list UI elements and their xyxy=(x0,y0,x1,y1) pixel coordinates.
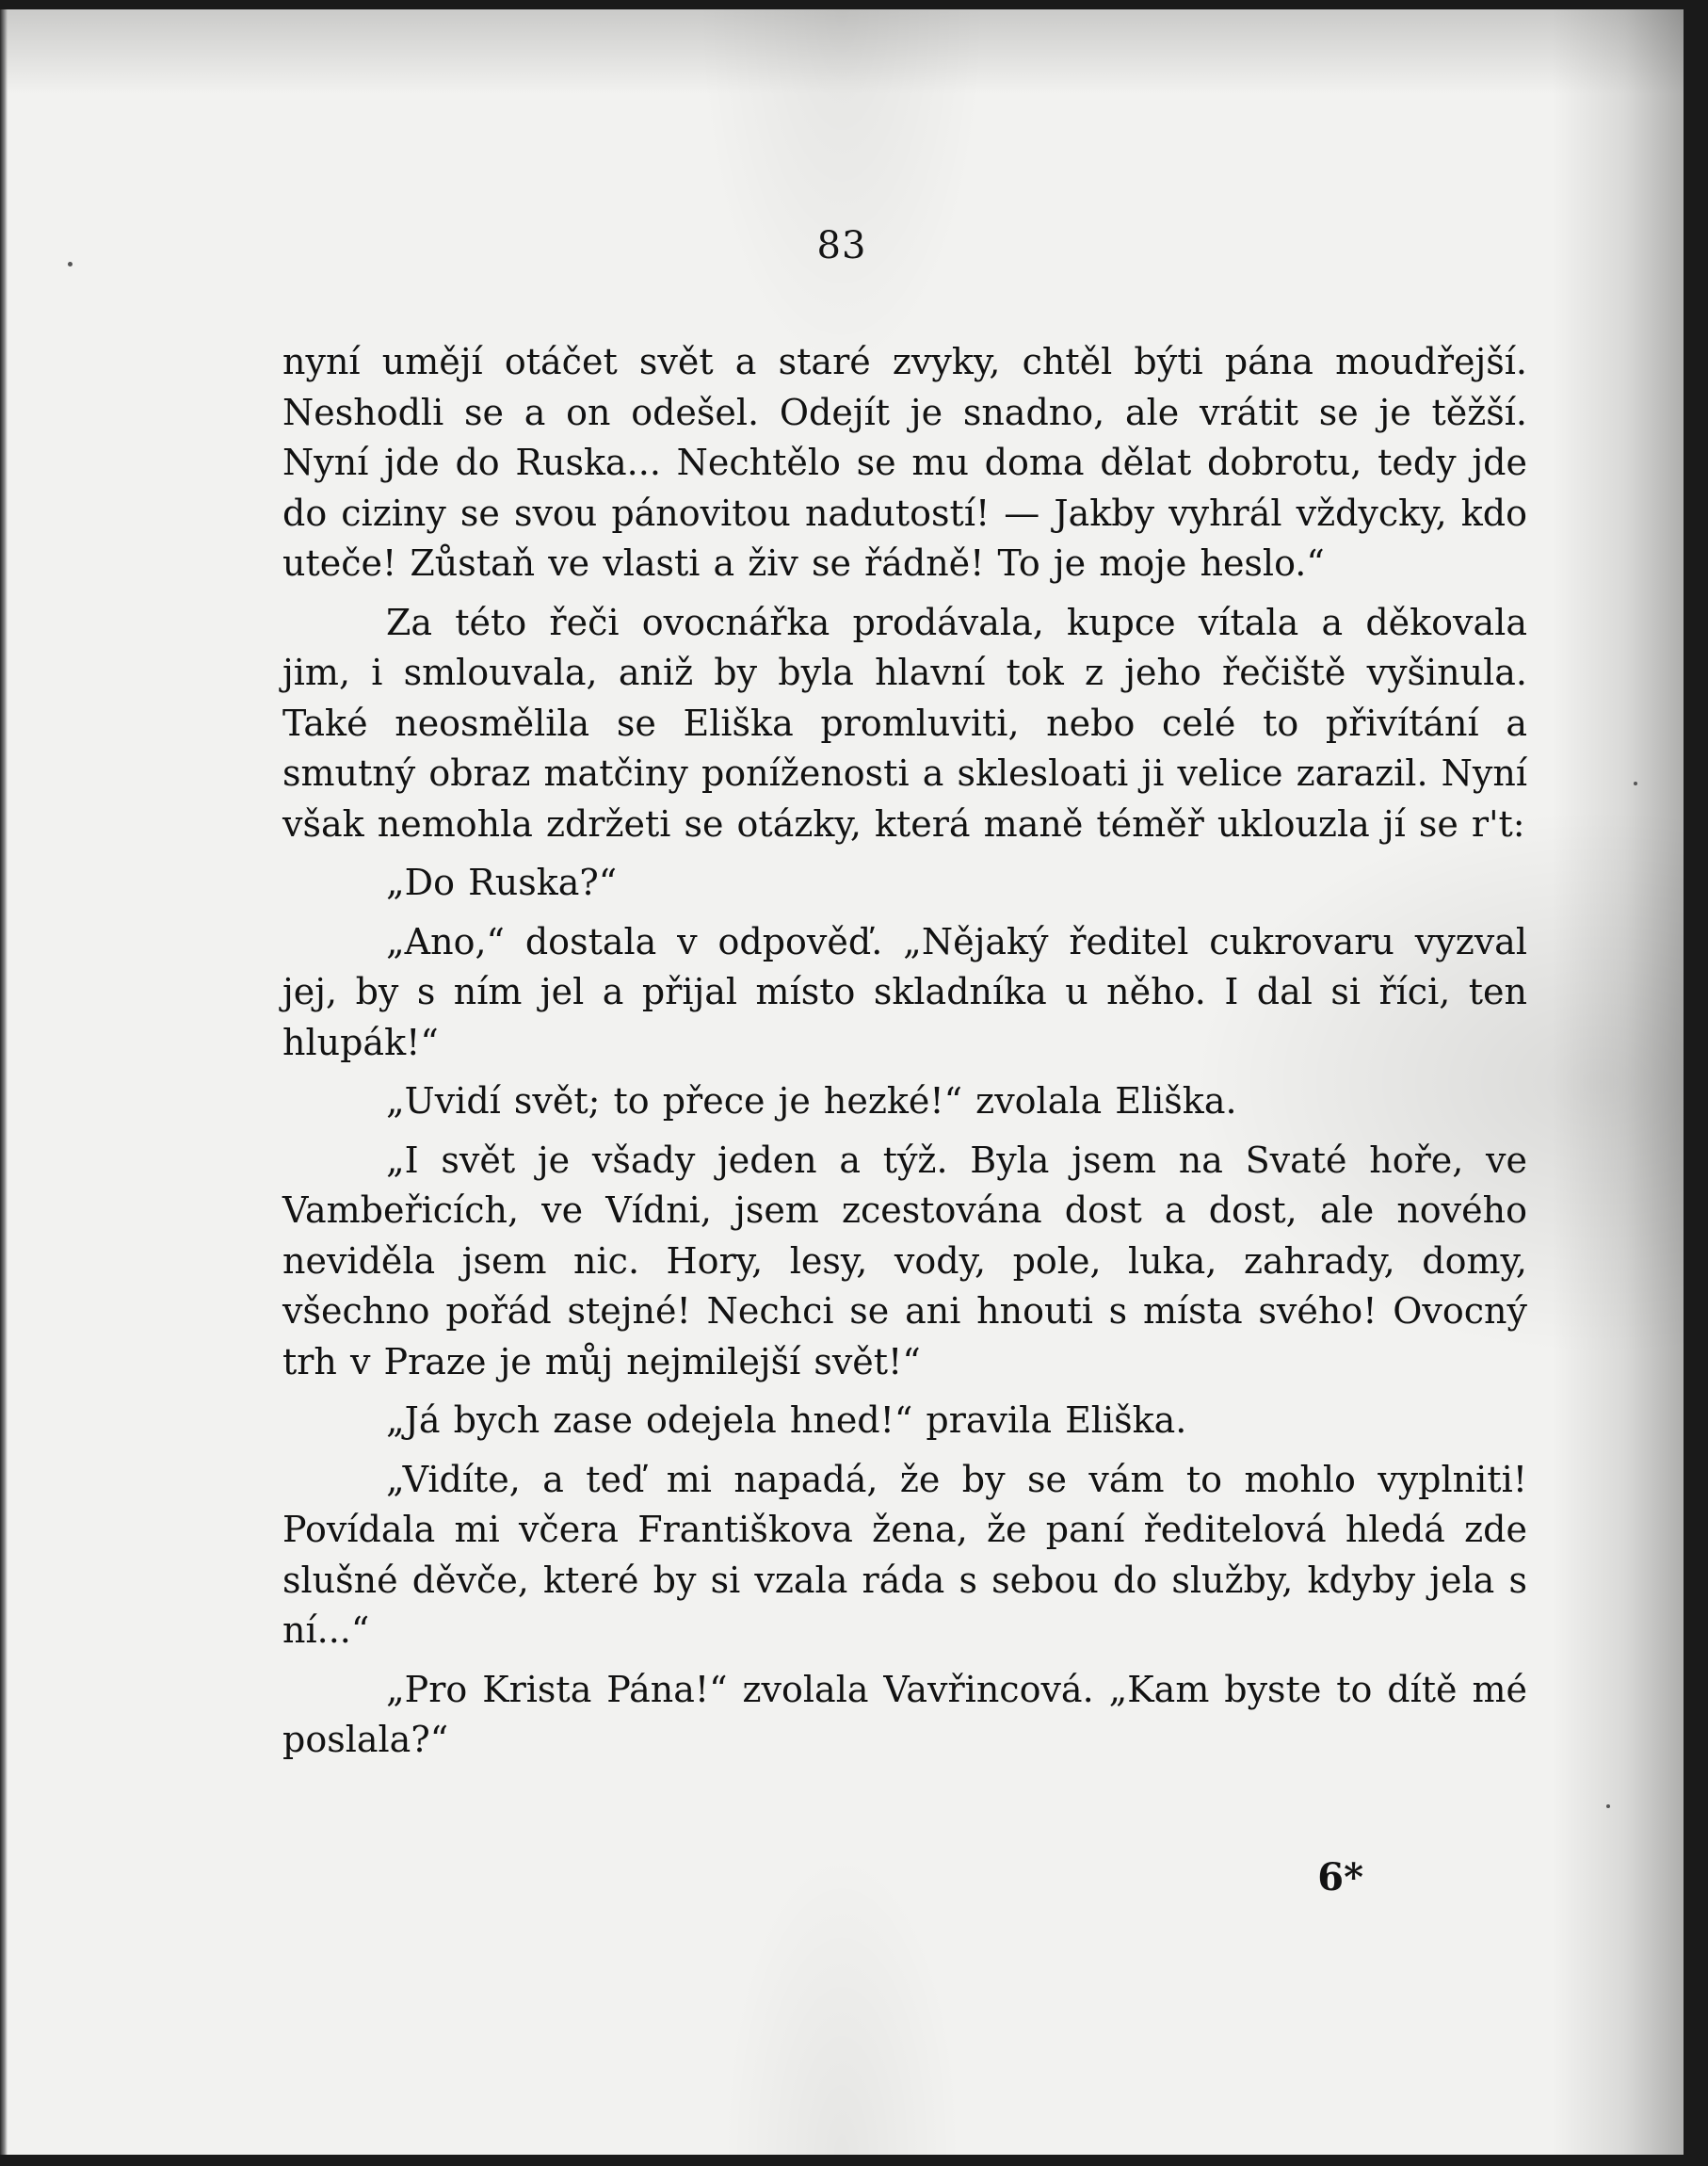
paragraph-6: „I svět je všady jeden a týž. Byla jsem na Svaté hoře, ve Vambeřicích, ve Vídni, jsem zcestována dost a dost, ale nového neviděla jsem nic. Hory, lesy, vody, pole, luka, zahrady, domy, všechno pořád stejné! Nechci se ani hnouti s místa svého! Ovocný trh v Praze je můj nejmilejší svět!“ xyxy=(282,1139,1527,1382)
paragraph-8: „Vidíte, a teď mi napadá, že by se vám to mohlo vyplniti! Povídala mi včera Františkova žena, že paní ředitelová hledá zde slušné děvče, které by si vzala ráda s sebou do služby, kdyby jela s ní...“ xyxy=(282,1458,1527,1651)
ink-speck xyxy=(1606,1804,1610,1808)
signature-mark: 6* xyxy=(1317,1855,1363,1899)
paragraph-4: „Ano,“ dostala v odpověď. „Nějaký ředitel cukrovaru vyzval jej, by s ním jel a přijal místo skladníka u něho. I dal si říci, ten hlupák!“ xyxy=(282,920,1527,1063)
body-text xyxy=(282,337,1527,1774)
paragraph-9: „Pro Krista Pána!“ zvolala Vavřincová. „Kam byste to dítě mé poslala?“ xyxy=(282,1668,1527,1760)
page-number: 83 xyxy=(816,224,867,267)
right-page-shadow xyxy=(1552,9,1684,2155)
top-scan-shadow xyxy=(0,9,1684,94)
paragraph-3: „Do Ruska?“ xyxy=(386,862,618,903)
scanned-page xyxy=(0,9,1684,2155)
paragraph-7: „Já bych zase odejela hned!“ pravila Eliška. xyxy=(386,1399,1187,1441)
ink-speck xyxy=(1634,782,1637,785)
left-binding-edge xyxy=(0,9,8,2155)
paragraph-5: „Uvidí svět; to přece je hezké!“ zvolala Eliška. xyxy=(386,1080,1237,1122)
paragraph-2: Za této řeči ovocnářka prodávala, kupce vítala a děkovala jim, i smlouvala, aniž by byla hlavní tok z jeho řečiště vyšinula. Také neosmělila se Eliška promluviti, nebo celé to přivítání a smutný obraz matčiny poníženosti a sklesloati ji velice zarazil. Nyní však nemohla zdržeti se otázky, která maně téměř uklouzla jí se r't: xyxy=(282,601,1527,845)
paragraph-1: nyní umějí otáčet svět a staré zvyky, chtěl býti pána moudřejší. Neshodli se a on odešel. Odejít je snadno, ale vrátit se je těžší. Nyní jde do Ruska... Nechtělo se mu doma dělat dobrotu, tedy jde do ciziny se svou pánovitou nadutostí! — Jakby vyhrál vždycky, kdo uteče! Zůstaň ve vlasti a živ se řádně! To je moje heslo.“ xyxy=(282,341,1527,584)
